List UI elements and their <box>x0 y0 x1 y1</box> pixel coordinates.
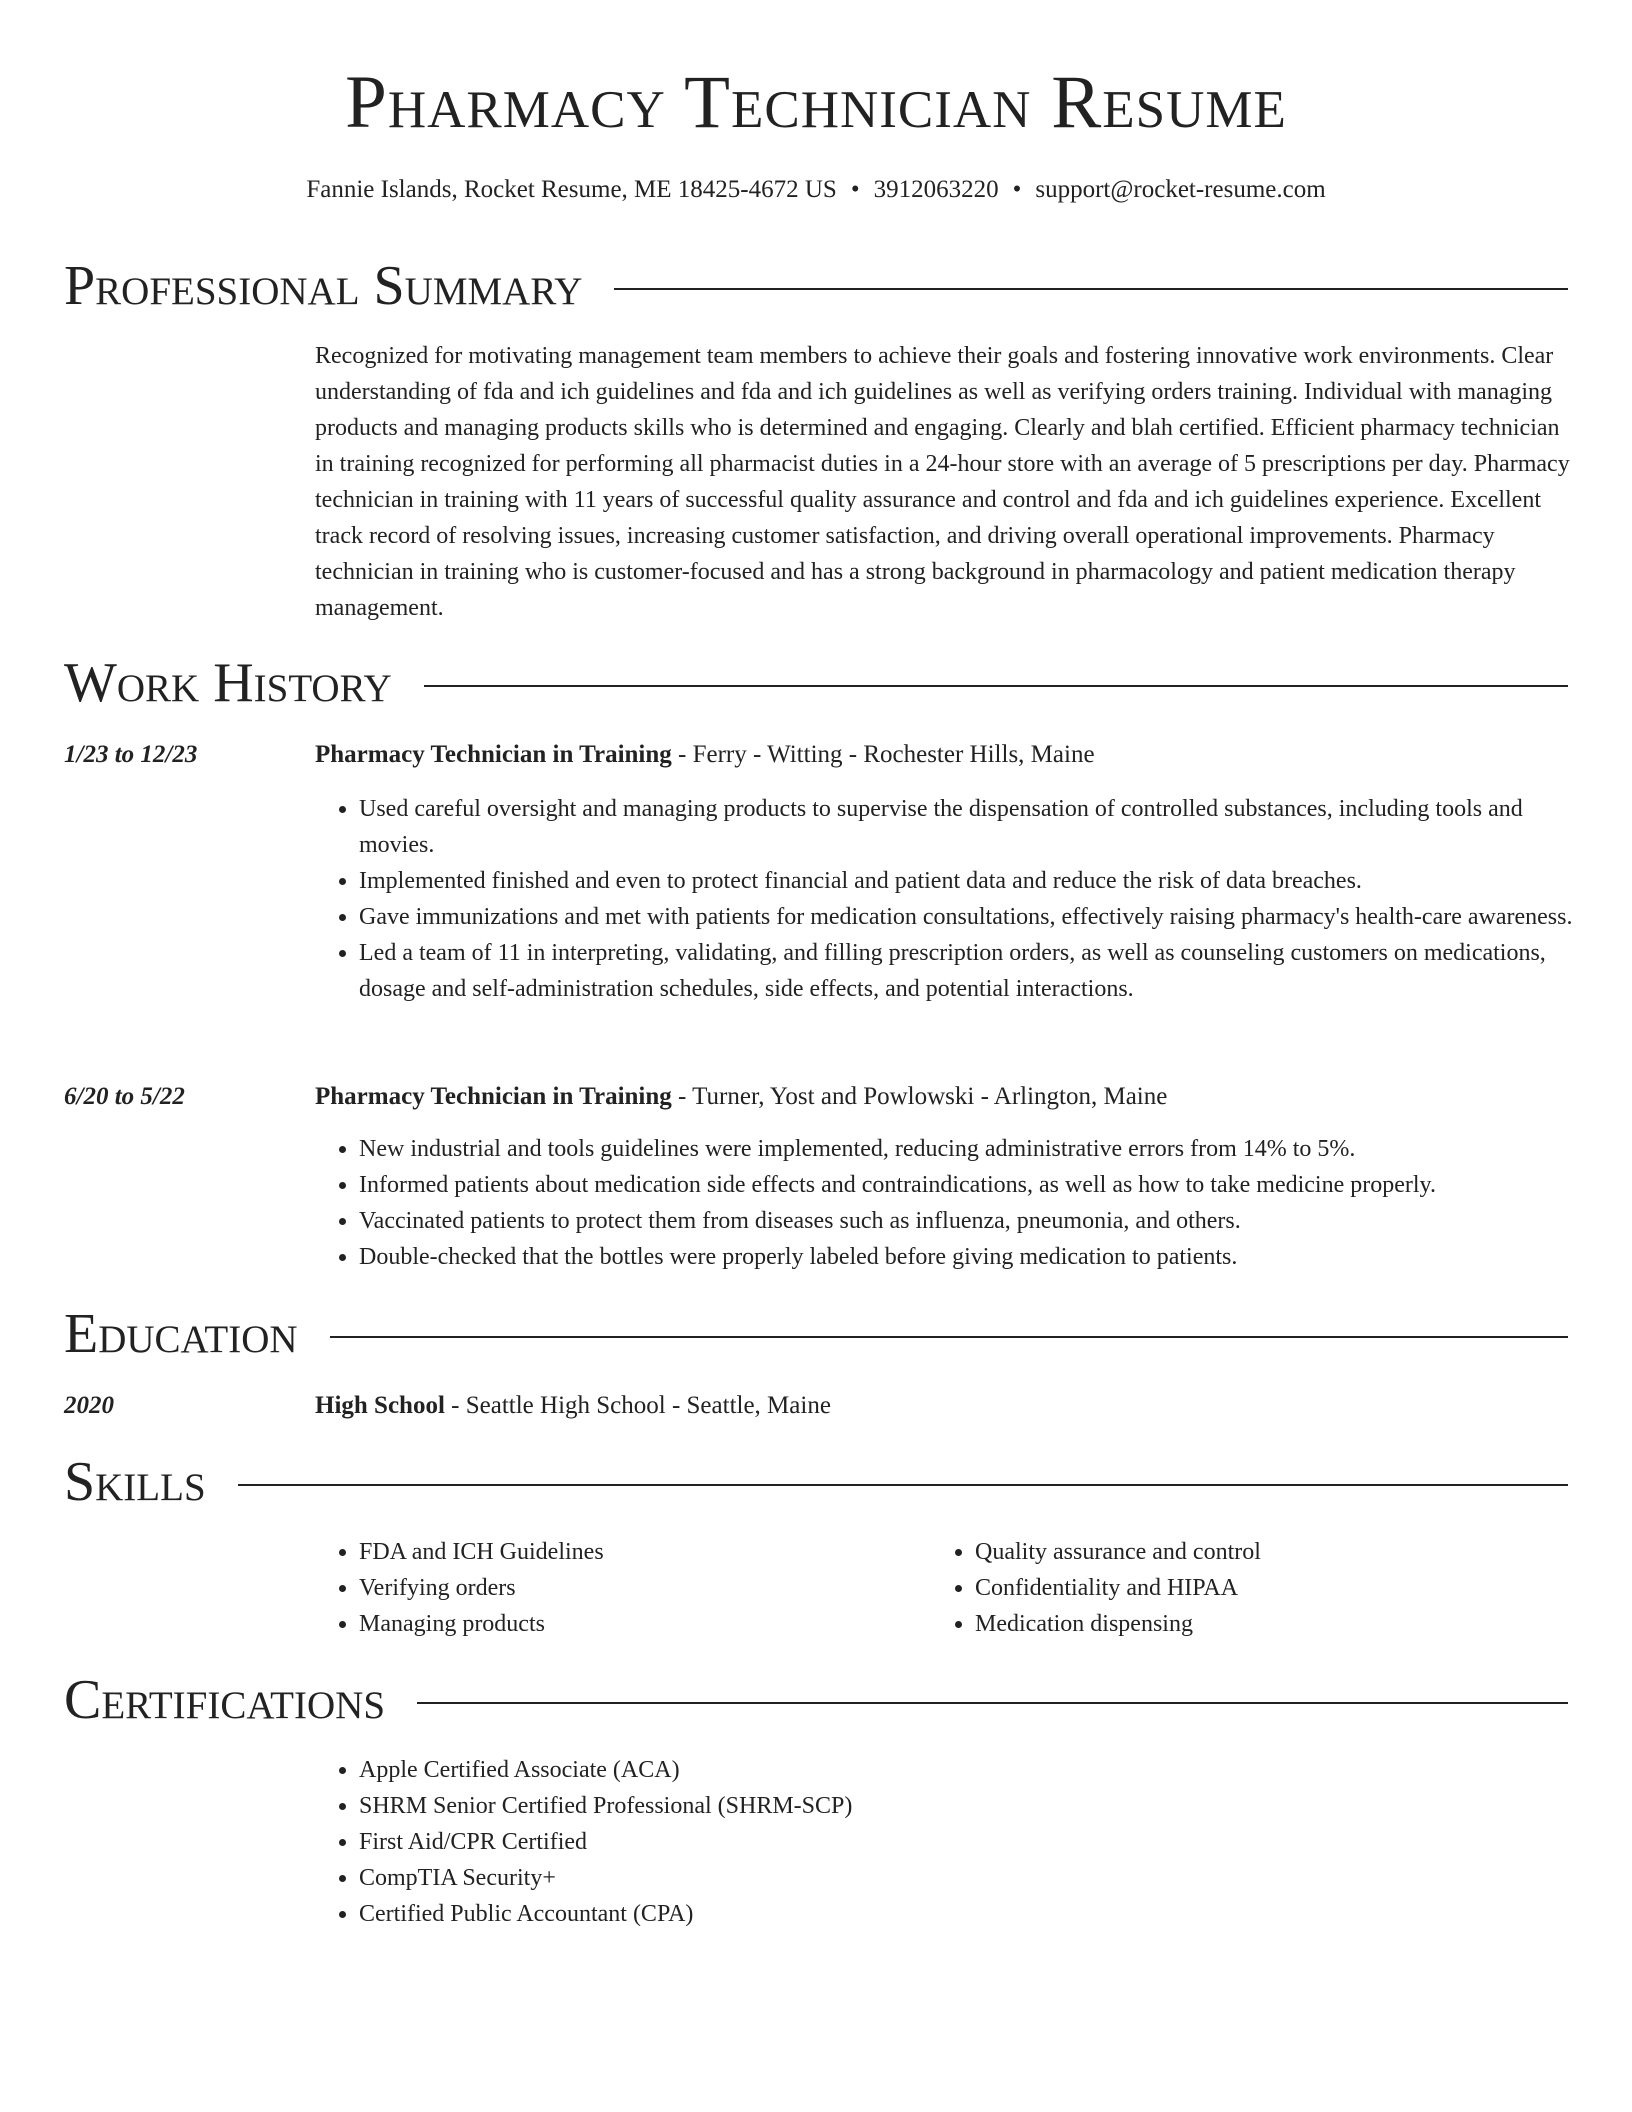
certification-item: • Certified Public Accountant (CPA) <box>359 1896 1575 1932</box>
list-item: • Gave immunizations and met with patients for medication consultations, effectively raising pharmacy's health-care awareness. <box>359 899 1575 935</box>
list-item: • Informed patients about medication side effects and contraindications, as well as how to take medicine properly. <box>359 1167 1575 1203</box>
job-details: - Ferry - Witting - Rochester Hills, Maine <box>671 741 1095 768</box>
certification-item: • Apple Certified Associate (ACA) <box>359 1752 1575 1788</box>
contact-separator: • <box>1012 176 1022 203</box>
section-divider <box>614 288 1568 290</box>
section-heading-education <box>64 1301 1568 1367</box>
job-bullet-list <box>315 791 1575 1007</box>
list-item: • Used careful oversight and managing products to supervise the dispensation of controlled substances, including tools and movies. <box>359 791 1575 863</box>
contact-phone: 3912063220 <box>873 176 999 203</box>
skill-item: • Managing products <box>359 1606 919 1642</box>
section-title: Work History <box>64 652 392 714</box>
section-title: Professional Summary <box>64 255 583 317</box>
certification-item: • SHRM Senior Certified Professional (SHRM-SCP) <box>359 1788 1575 1824</box>
job-dates: 6/20 to 5/22 <box>64 1083 185 1110</box>
contact-email: support@rocket-resume.com <box>1035 176 1326 203</box>
job-heading <box>315 1080 1167 1114</box>
list-item: • Double-checked that the bottles were properly labeled before giving medication to patients. <box>359 1239 1575 1275</box>
job-heading <box>315 738 1095 772</box>
skill-item: • Quality assurance and control <box>975 1534 1575 1570</box>
skill-item: • Medication dispensing <box>975 1606 1575 1642</box>
contact-line <box>0 173 1632 207</box>
certifications-list <box>315 1752 1575 1932</box>
skill-item: • Verifying orders <box>359 1570 919 1606</box>
job-details: - Turner, Yost and Powlowski - Arlington, Maine <box>671 1083 1168 1110</box>
section-heading-skills <box>64 1449 1568 1515</box>
education-entry <box>315 1389 831 1423</box>
skill-item: • FDA and ICH Guidelines <box>359 1534 919 1570</box>
education-year: 2020 <box>64 1392 114 1419</box>
job-title: Pharmacy Technician in Training <box>315 1083 672 1110</box>
list-item: • Vaccinated patients to protect them from diseases such as influenza, pneumonia, and others. <box>359 1203 1575 1239</box>
section-title: Skills <box>64 1451 206 1513</box>
list-item: • New industrial and tools guidelines were implemented, reducing administrative errors from 14% to 5%. <box>359 1131 1575 1167</box>
section-title: Education <box>64 1303 298 1365</box>
skills-list-left <box>315 1534 919 1642</box>
contact-separator: • <box>850 176 860 203</box>
section-heading-certifications <box>64 1667 1568 1733</box>
job-dates: 1/23 to 12/23 <box>64 741 198 768</box>
section-divider <box>238 1484 1568 1486</box>
education-degree: High School <box>315 1392 445 1419</box>
contact-address: Fannie Islands, Rocket Resume, ME 18425-4672 US <box>306 176 837 203</box>
job-bullet-list <box>315 1131 1575 1275</box>
section-heading-work-history <box>64 650 1568 716</box>
job-title: Pharmacy Technician in Training <box>315 741 672 768</box>
certification-item: • First Aid/CPR Certified <box>359 1824 1575 1860</box>
skills-list-right <box>931 1534 1575 1642</box>
list-item: • Implemented finished and even to protect financial and patient data and reduce the risk of data breaches. <box>359 863 1575 899</box>
resume-title: Pharmacy Technician Resume <box>345 61 1287 144</box>
section-divider <box>330 1336 1568 1338</box>
list-item: • Led a team of 11 in interpreting, validating, and filling prescription orders, as well as counseling customers on medications, dosage and self-administration schedules, side effects, and potential interactions. <box>359 935 1575 1007</box>
section-heading-summary <box>64 253 1568 319</box>
section-divider <box>424 685 1568 687</box>
section-title: Certifications <box>64 1669 386 1731</box>
skill-item: • Confidentiality and HIPAA <box>975 1570 1575 1606</box>
section-divider <box>417 1702 1568 1704</box>
education-details: - Seattle High School - Seattle, Maine <box>444 1392 831 1419</box>
summary-text: Recognized for motivating management team members to achieve their goals and fostering innovative work environments. Clear understanding of fda and ich guidelines and fda and ich guidelines as well as verifying orders training. Individual with managing products and managing products skills who is determined and engaging. Clearly and blah certified. Efficient pharmacy technician in training recognized for performing all pharmacist duties in a 24-hour store with an average of 5 prescriptions per day. Pharmacy technician in training with 11 years of successful quality assurance and control and fda and ich guidelines experience. Excellent track record of resolving issues, increasing customer satisfaction, and driving overall operational improvements. Pharmacy technician in training who is customer-focused and has a strong background in pharmacology and patient medication therapy management. <box>315 343 1570 621</box>
certification-item: • CompTIA Security+ <box>359 1860 1575 1896</box>
